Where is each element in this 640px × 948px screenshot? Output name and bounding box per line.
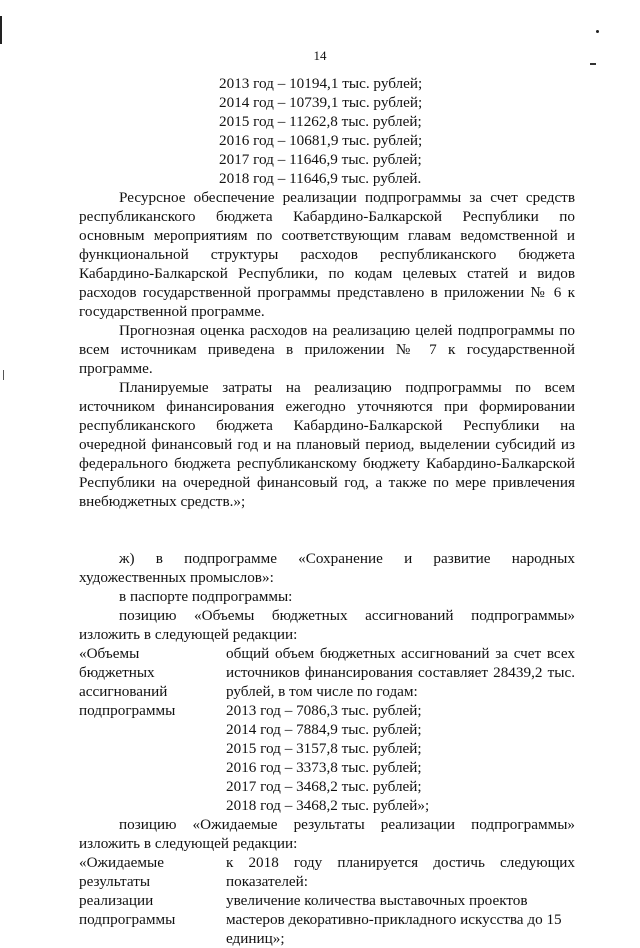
year-line: 2014 год – 10739,1 тыс. рублей; bbox=[219, 94, 423, 111]
year-line: 2013 год – 7086,3 тыс. рублей; bbox=[226, 702, 422, 719]
year-line: 2017 год – 3468,2 тыс. рублей; bbox=[226, 778, 422, 795]
year-line: 2015 год – 3157,8 тыс. рублей; bbox=[226, 740, 422, 757]
document-body bbox=[79, 74, 575, 948]
year-line: 2014 год – 7884,9 тыс. рублей; bbox=[226, 721, 422, 738]
results-intro: к 2018 году планируется достичь следующих показателей: bbox=[226, 854, 575, 890]
results-item-line: единиц»; bbox=[226, 930, 285, 947]
paragraph-position-volumes: позицию «Объемы бюджетных ассигнований подпрограммы» изложить в следующей редакции: bbox=[79, 607, 575, 643]
paragraph-planned: Планируемые затраты на реализацию подпрограммы по всем источником финансирования ежегодно уточняются при формировании республиканского бюджета Кабардино-Балкарской Республики на очередной финансовый год и на плановый период, выделении субсидий из федерального бюджета республиканскому бюджету Кабардино-Балкарской Республики на очередной финансовый год, а также по мере привлечения внебюджетных средств.»; bbox=[79, 379, 575, 510]
paragraph-resource: Ресурсное обеспечение реализации подпрограммы за счет средств республиканского бюджета Кабардино-Балкарской Республики по основным мероприятиям по соответствующим главам ведомственной и функциональной структуры расходов республиканского бюджета Кабардино-Балкарской Республики, по кодам целевых статей и видов расходов государственной программы представлено в приложении № 6 к государственной программе. bbox=[79, 189, 575, 320]
page-number: 14 bbox=[313, 48, 327, 63]
results-item-line: мастеров декоративно-прикладного искусства до 15 bbox=[226, 911, 562, 928]
paragraph-position-results: позицию «Ожидаемые результаты реализации подпрограммы» изложить в следующей редакции: bbox=[79, 816, 575, 852]
volumes-table-row bbox=[79, 644, 575, 815]
year-line: 2016 год – 3373,8 тыс. рублей; bbox=[226, 759, 422, 776]
results-label: «Ожидаемые результаты реализации подпрограммы bbox=[79, 854, 176, 928]
year-line: 2017 год – 11646,9 тыс. рублей; bbox=[219, 151, 422, 168]
year-line: 2013 год – 10194,1 тыс. рублей; bbox=[219, 75, 423, 92]
years-list bbox=[219, 74, 575, 188]
results-value bbox=[226, 853, 575, 948]
year-line: 2018 год – 3468,2 тыс. рублей»; bbox=[226, 797, 430, 814]
results-item-line: увеличение количества выставочных проектов bbox=[226, 892, 528, 909]
results-table-row bbox=[79, 853, 575, 948]
paragraph-item-zh: ж) в подпрограмме «Сохранение и развитие народных художественных промыслов»: bbox=[79, 550, 575, 586]
margin-mark bbox=[3, 370, 4, 380]
volumes-value bbox=[226, 644, 575, 815]
volumes-label: «Объемы бюджетных ассигнований подпрограммы bbox=[79, 645, 176, 719]
paragraph-forecast: Прогнозная оценка расходов на реализацию целей подпрограммы по всем источникам приведена в приложении № 7 к государственной программе. bbox=[79, 322, 575, 377]
scan-dot bbox=[596, 30, 599, 33]
year-line: 2016 год – 10681,9 тыс. рублей; bbox=[219, 132, 423, 149]
year-line: 2015 год – 11262,8 тыс. рублей; bbox=[219, 113, 422, 130]
year-line: 2018 год – 11646,9 тыс. рублей. bbox=[219, 170, 422, 187]
paragraph-passport: в паспорте подпрограммы: bbox=[119, 588, 293, 605]
volumes-text: общий объем бюджетных ассигнований за счет всех источников финансирования составляет 28439,2 тыс. рублей, в том числе по годам: bbox=[226, 645, 575, 700]
margin-mark bbox=[0, 16, 2, 44]
